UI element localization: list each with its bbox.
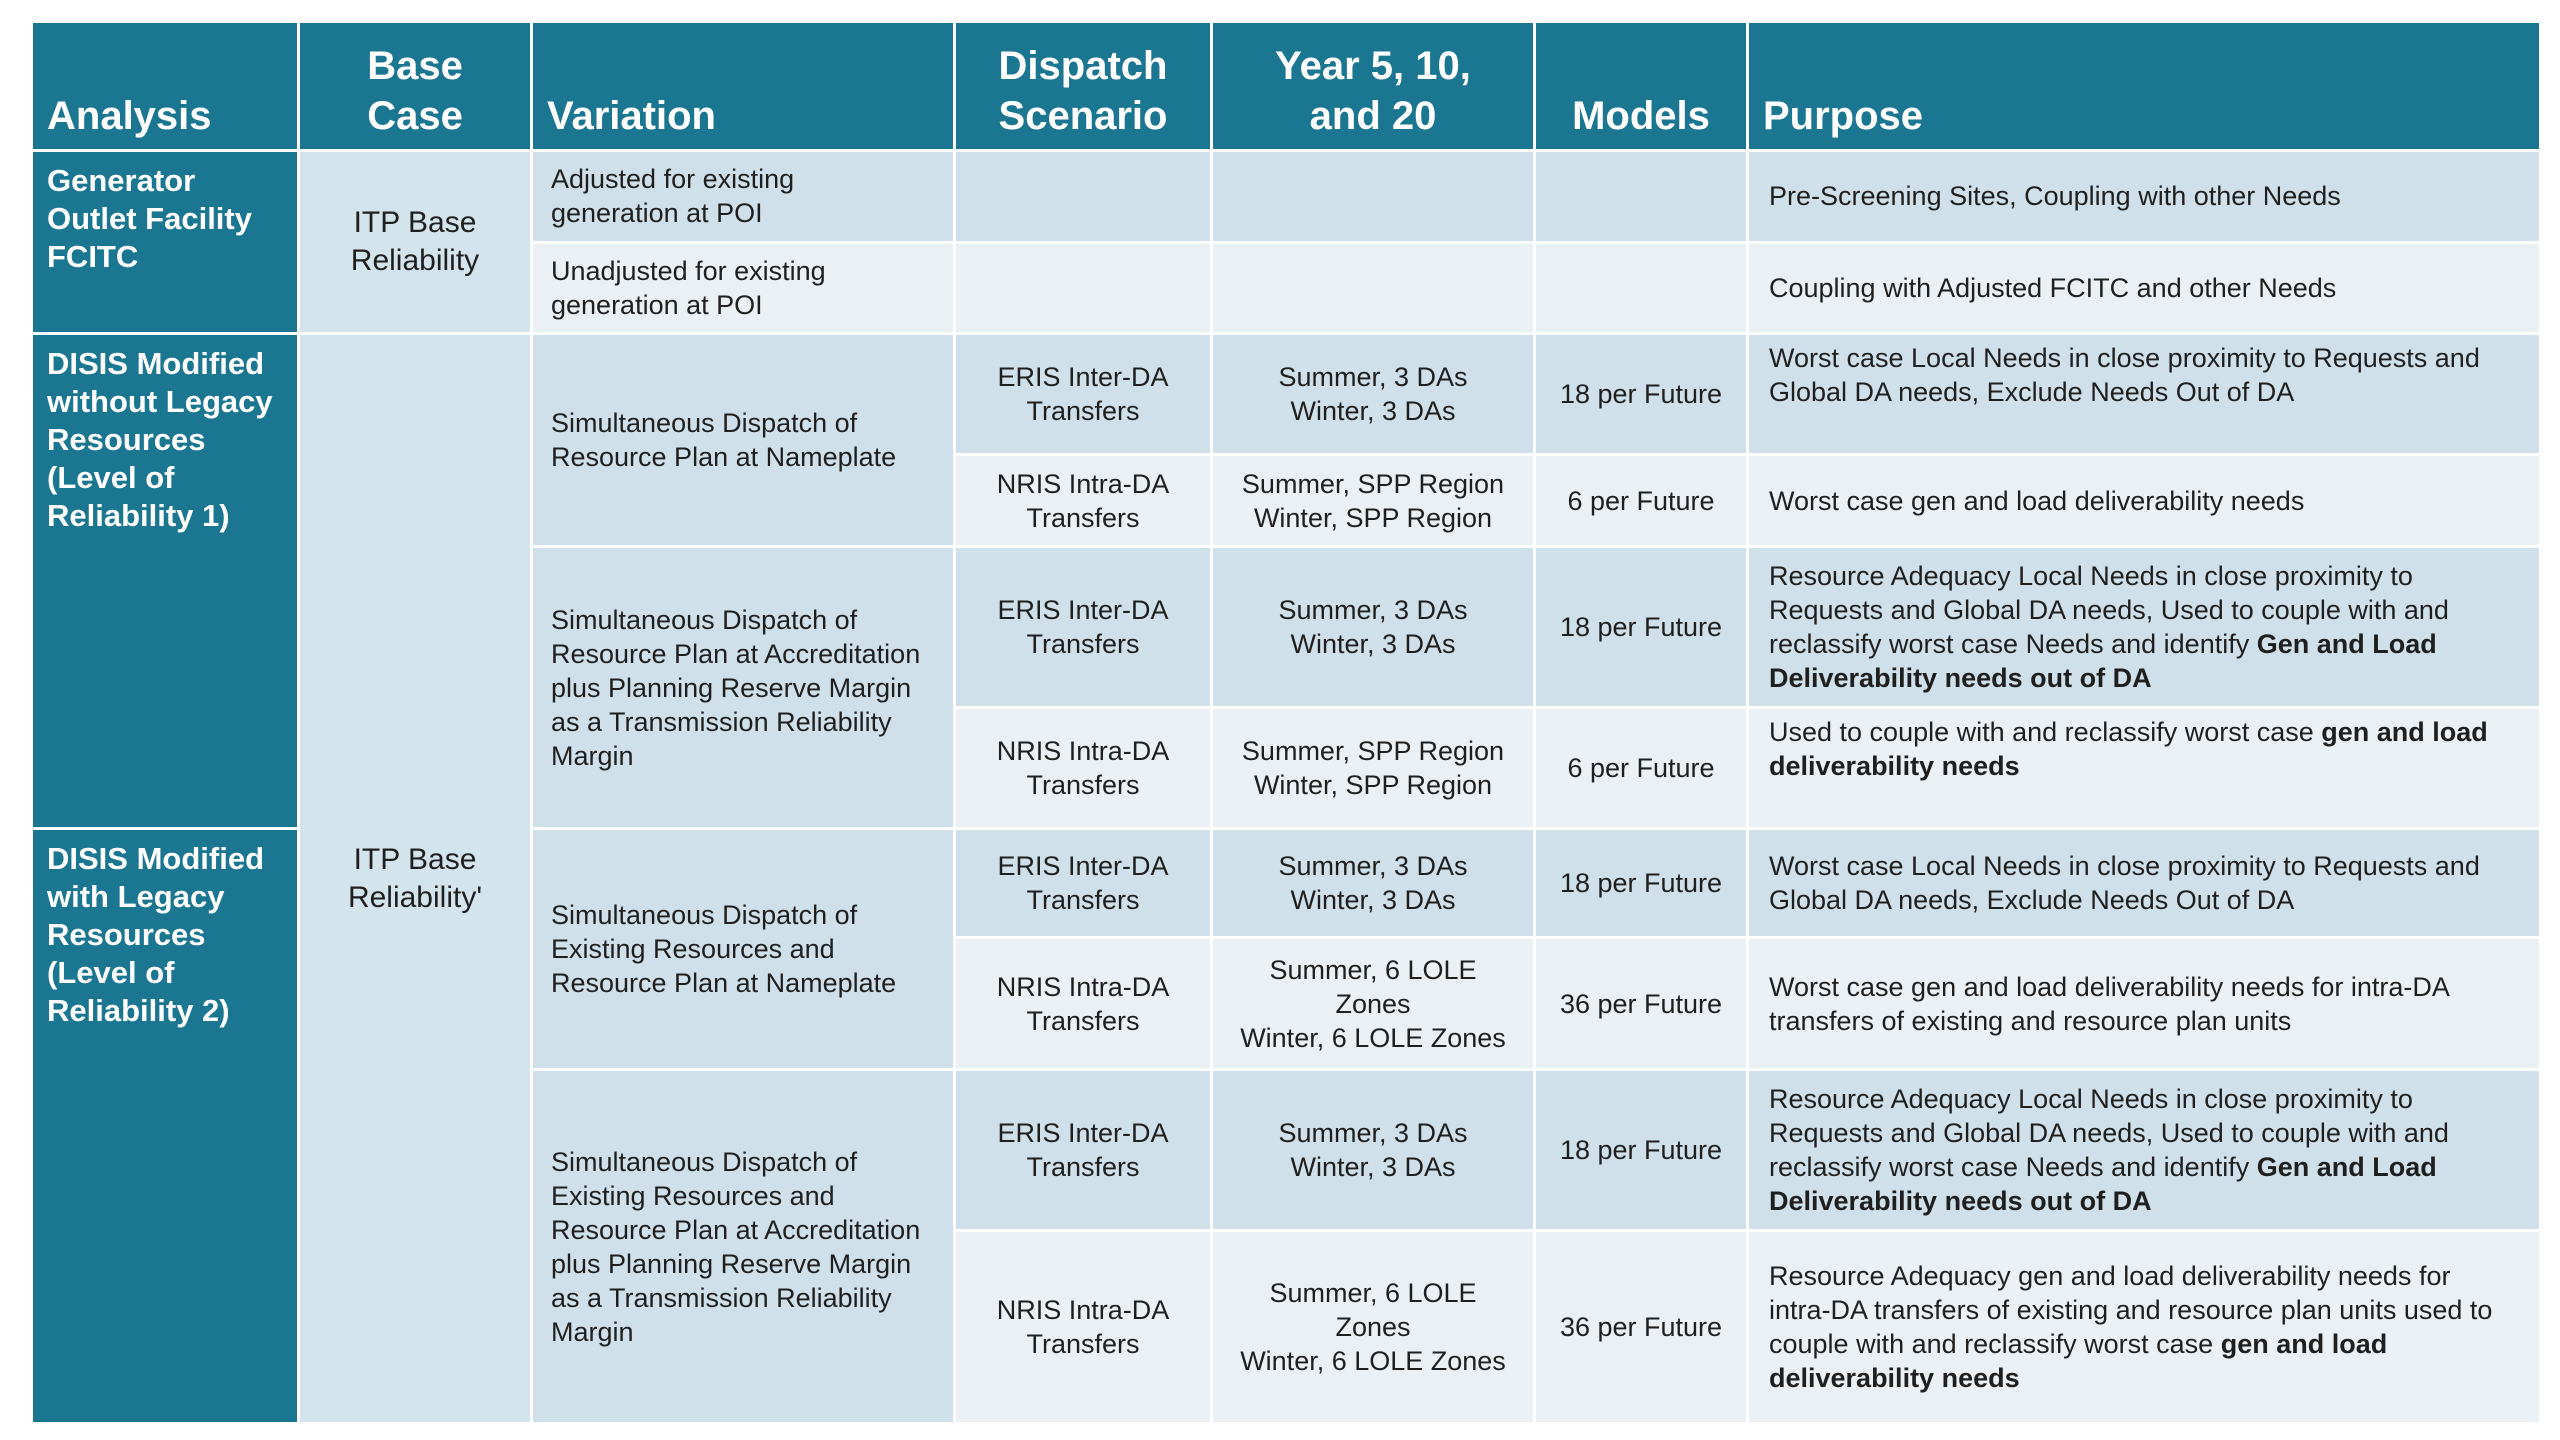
purpose-line: transfers of existing and resource plan units (1769, 1005, 2292, 1036)
analysis-line: DISIS Modified (47, 346, 264, 382)
year-cell-empty (1213, 244, 1533, 333)
year-line: Summer, SPP Region (1241, 736, 1505, 767)
purpose-cell (1749, 548, 2539, 706)
year-line: Summer, 3 DAs (1278, 1118, 1468, 1149)
header-base-case-line-2: Case (367, 94, 463, 138)
analysis-line: (Level of (47, 460, 175, 496)
analysis-disis-without-legacy (33, 335, 297, 827)
variation-line: Adjusted for existing (551, 164, 795, 195)
models-cell: 6 per Future (1536, 709, 1746, 827)
purpose-line: Resource Adequacy Local Needs in close proximity to (1769, 561, 2413, 592)
dispatch-line: ERIS Inter-DA (997, 362, 1169, 393)
dispatch-line: ERIS Inter-DA (997, 595, 1169, 626)
variation-line: Existing Resources and (551, 1180, 835, 1211)
dispatch-line: Transfers (1026, 396, 1140, 427)
table-row (33, 335, 2539, 453)
year-line: Zones (1335, 988, 1411, 1019)
purpose-cell (1749, 335, 2539, 453)
purpose-line: intra-DA transfers of existing and resource plan units used to (1769, 1295, 2493, 1326)
purpose-bold-text: gen and load (2220, 1329, 2388, 1360)
purpose-line: Worst case gen and load deliverability needs for intra-DA (1769, 971, 2450, 1002)
year-line: Winter, 6 LOLE Zones (1240, 1022, 1506, 1053)
purpose-cell (1749, 1071, 2539, 1229)
header-dispatch-line-2: Scenario (998, 94, 1168, 138)
variation-cell (533, 548, 953, 827)
header-variation: Variation (533, 23, 953, 149)
purpose-bold-text: Gen and Load (2256, 1152, 2437, 1183)
year-line: Summer, 3 DAs (1278, 851, 1468, 882)
purpose-line: Worst case Local Needs in close proximity to Requests and (1769, 343, 2480, 374)
year-line: Zones (1335, 1312, 1411, 1343)
year-line: Winter, SPP Region (1253, 770, 1493, 801)
header-year (1213, 23, 1533, 149)
year-line: Winter, 3 DAs (1290, 885, 1456, 916)
purpose-line (1769, 627, 2521, 661)
year-line: Summer, 6 LOLE (1269, 954, 1477, 985)
analysis-line: Reliability 2) (47, 993, 230, 1029)
header-row (33, 23, 2539, 149)
dispatch-cell (956, 709, 1210, 827)
base-case-line: ITP Base (353, 842, 477, 876)
variation-line: generation at POI (551, 290, 763, 321)
year-line: Winter, 3 DAs (1290, 1152, 1456, 1183)
analysis-line: Resources (47, 917, 206, 953)
year-line: Winter, 3 DAs (1290, 629, 1456, 660)
dispatch-line: NRIS Intra-DA (996, 1295, 1170, 1326)
base-case-line: ITP Base (353, 206, 477, 240)
variation-cell (533, 244, 953, 333)
year-line: Summer, 3 DAs (1278, 595, 1468, 626)
variation-line: Margin (551, 1316, 634, 1347)
variation-line: Existing Resources and (551, 934, 835, 965)
base-case-line: Reliability' (347, 880, 483, 914)
analysis-line: with Legacy (47, 879, 225, 915)
variation-cell (533, 1071, 953, 1422)
purpose-text: Used to couple with and reclassify worst case (1769, 717, 2322, 748)
dispatch-cell (956, 456, 1210, 545)
year-line: Winter, 3 DAs (1290, 396, 1456, 427)
table-row (33, 152, 2539, 241)
dispatch-line: NRIS Intra-DA (996, 971, 1170, 1002)
year-cell (1213, 830, 1533, 936)
dispatch-cell (956, 335, 1210, 453)
analysis-table (30, 20, 2542, 1425)
purpose-text: reclassify worst case Needs and identify (1769, 629, 2257, 660)
year-line: Summer, 3 DAs (1278, 362, 1468, 393)
header-year-line-1: Year 5, 10, (1275, 44, 1471, 88)
dispatch-cell (956, 939, 1210, 1068)
variation-line: Simultaneous Dispatch of (551, 900, 858, 931)
variation-line: Resource Plan at Nameplate (551, 442, 897, 473)
header-base-case-line-1: Base (367, 44, 463, 88)
variation-line: plus Planning Reserve Margin (551, 1248, 912, 1279)
models-cell: 18 per Future (1536, 830, 1746, 936)
analysis-generator-outlet-fcitc (33, 152, 297, 332)
header-models: Models (1536, 23, 1746, 149)
models-cell: 18 per Future (1536, 335, 1746, 453)
purpose-bold-text: Gen and Load (2256, 629, 2437, 660)
variation-line: as a Transmission Reliability (551, 1282, 892, 1313)
variation-line: generation at POI (551, 198, 763, 229)
year-cell (1213, 548, 1533, 706)
purpose-bold-text: gen and load (2321, 717, 2488, 748)
dispatch-line: Transfers (1026, 502, 1140, 533)
analysis-table-container (30, 20, 2536, 1425)
purpose-cell (1749, 830, 2539, 936)
variation-line: Resource Plan at Accreditation (551, 638, 921, 669)
year-cell (1213, 939, 1533, 1068)
dispatch-line: Transfers (1026, 885, 1140, 916)
dispatch-cell (956, 548, 1210, 706)
models-cell: 18 per Future (1536, 1071, 1746, 1229)
year-line: Summer, SPP Region (1241, 468, 1505, 499)
dispatch-line: Transfers (1026, 1329, 1140, 1360)
variation-line: Simultaneous Dispatch of (551, 604, 858, 635)
year-line: Winter, 6 LOLE Zones (1240, 1346, 1506, 1377)
purpose-cell: Coupling with Adjusted FCITC and other Needs (1749, 244, 2539, 333)
purpose-cell (1749, 939, 2539, 1068)
header-purpose: Purpose (1749, 23, 2539, 149)
analysis-line: Outlet Facility (47, 201, 252, 236)
variation-line: Resource Plan at Nameplate (551, 968, 897, 999)
purpose-line (1769, 715, 2521, 749)
analysis-line: Reliability 1) (47, 498, 230, 534)
year-cell (1213, 709, 1533, 827)
dispatch-cell-empty (956, 244, 1210, 333)
purpose-bold-line: deliverability needs (1769, 751, 2020, 782)
models-cell-empty (1536, 152, 1746, 241)
variation-line: Unadjusted for existing (551, 256, 826, 287)
year-cell (1213, 335, 1533, 453)
dispatch-cell-empty (956, 152, 1210, 241)
dispatch-line: Transfers (1026, 1005, 1140, 1036)
dispatch-line: ERIS Inter-DA (997, 851, 1169, 882)
analysis-line: (Level of (47, 955, 175, 991)
variation-line: Resource Plan at Accreditation (551, 1214, 921, 1245)
purpose-line: Global DA needs, Exclude Needs Out of DA (1769, 885, 2295, 916)
variation-line: Margin (551, 740, 634, 771)
purpose-bold-line: Deliverability needs out of DA (1769, 663, 2152, 694)
models-cell: 6 per Future (1536, 456, 1746, 545)
base-case-itp-base-reliability (300, 152, 530, 332)
header-base-case (300, 23, 530, 149)
purpose-line: Worst case Local Needs in close proximity to Requests and (1769, 851, 2480, 882)
base-case-itp-base-reliability-prime (300, 335, 530, 1422)
purpose-line: Resource Adequacy gen and load deliverability needs for (1769, 1261, 2451, 1292)
variation-cell (533, 152, 953, 241)
purpose-cell (1749, 1232, 2539, 1422)
purpose-cell: Pre-Screening Sites, Coupling with other Needs (1749, 152, 2539, 241)
dispatch-cell (956, 1232, 1210, 1422)
variation-cell (533, 335, 953, 545)
year-cell (1213, 456, 1533, 545)
purpose-cell: Worst case gen and load deliverability needs (1749, 456, 2539, 545)
analysis-line: Resources (47, 422, 206, 458)
year-line: Winter, SPP Region (1253, 502, 1493, 533)
purpose-cell (1749, 709, 2539, 827)
header-dispatch-line-1: Dispatch (998, 44, 1168, 88)
variation-cell (533, 830, 953, 1068)
purpose-text: couple with and reclassify worst case (1769, 1329, 2221, 1360)
dispatch-line: NRIS Intra-DA (996, 468, 1170, 499)
purpose-line: Resource Adequacy Local Needs in close proximity to (1769, 1084, 2413, 1115)
analysis-disis-with-legacy (33, 830, 297, 1422)
purpose-line: Requests and Global DA needs, Used to couple with and (1769, 1118, 2449, 1149)
header-year-line-2: and 20 (1309, 94, 1437, 138)
year-line: Summer, 6 LOLE (1269, 1278, 1477, 1309)
year-cell (1213, 1071, 1533, 1229)
analysis-line: FCITC (47, 239, 139, 274)
dispatch-line: Transfers (1026, 629, 1140, 660)
variation-line: plus Planning Reserve Margin (551, 672, 912, 703)
variation-line: as a Transmission Reliability (551, 706, 892, 737)
models-cell: 36 per Future (1536, 1232, 1746, 1422)
purpose-line: Global DA needs, Exclude Needs Out of DA (1769, 377, 2295, 408)
year-cell (1213, 1232, 1533, 1422)
models-cell: 36 per Future (1536, 939, 1746, 1068)
models-cell: 18 per Future (1536, 548, 1746, 706)
base-case-line: Reliability (350, 244, 480, 278)
dispatch-cell (956, 1071, 1210, 1229)
dispatch-line: NRIS Intra-DA (996, 736, 1170, 767)
purpose-line (1769, 1150, 2521, 1184)
header-analysis: Analysis (33, 23, 297, 149)
purpose-text: reclassify worst case Needs and identify (1769, 1152, 2257, 1183)
analysis-line: Generator (47, 163, 196, 198)
dispatch-line: Transfers (1026, 1152, 1140, 1183)
variation-line: Simultaneous Dispatch of (551, 408, 858, 439)
purpose-line (1769, 1327, 2521, 1361)
header-dispatch-scenario (956, 23, 1210, 149)
purpose-bold-line: Deliverability needs out of DA (1769, 1186, 2152, 1217)
analysis-line: DISIS Modified (47, 841, 264, 877)
analysis-line: without Legacy (47, 384, 273, 420)
dispatch-cell (956, 830, 1210, 936)
dispatch-line: ERIS Inter-DA (997, 1118, 1169, 1149)
purpose-bold-line: deliverability needs (1769, 1363, 2020, 1394)
dispatch-line: Transfers (1026, 770, 1140, 801)
purpose-line: Requests and Global DA needs, Used to couple with and (1769, 595, 2449, 626)
variation-line: Simultaneous Dispatch of (551, 1146, 858, 1177)
year-cell-empty (1213, 152, 1533, 241)
models-cell-empty (1536, 244, 1746, 333)
